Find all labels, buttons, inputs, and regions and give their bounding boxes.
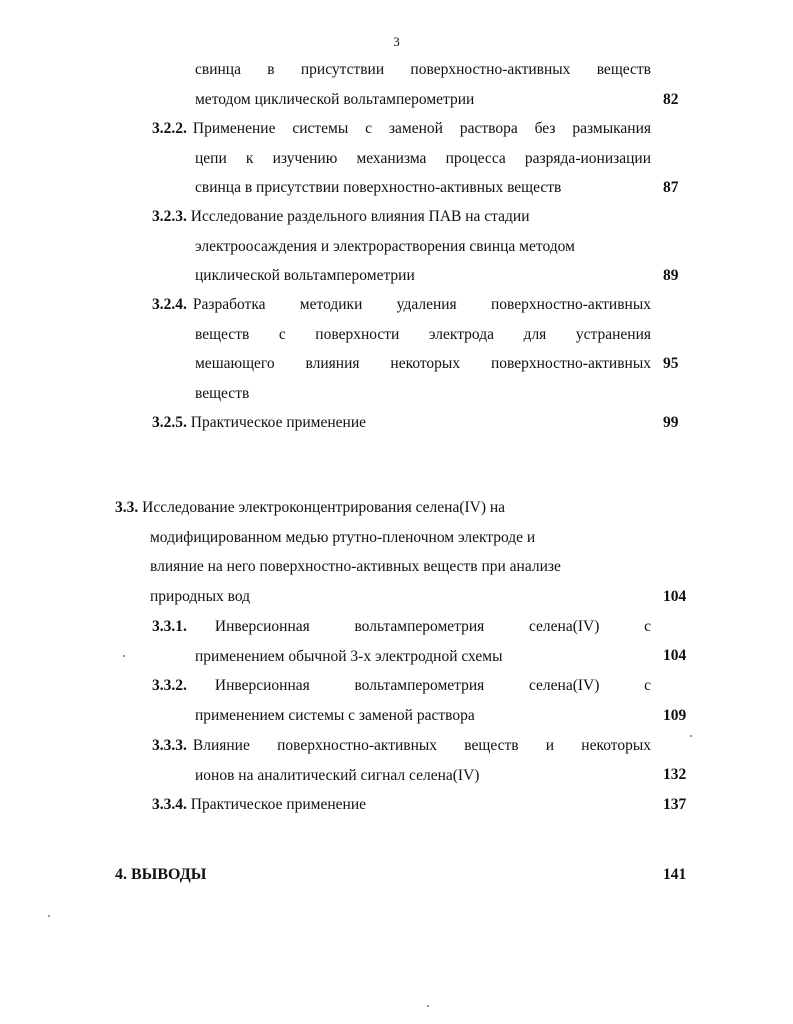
toc-entry-line: электроосаждения и электрорастворения свинца методом: [195, 237, 575, 255]
toc-entry-line: свинца в присутствии поверхностно-активных веществ: [195, 179, 562, 196]
toc-page-number: 99: [663, 414, 679, 431]
toc-entry-line: [152, 114, 651, 144]
toc-entry-line: Влияние поверхностно-активных веществ и некоторых: [192, 737, 651, 754]
toc-page-number: 132: [663, 766, 687, 783]
toc-entry-3-3-1: [152, 612, 651, 671]
scan-speck: [427, 1005, 429, 1007]
toc-entry-line: [115, 493, 635, 523]
toc-entry-line: цепи к изучению механизма процесса разряда-ионизации: [195, 149, 651, 167]
toc-entry-line: Практическое применение: [190, 796, 367, 813]
scan-speck: [48, 915, 50, 917]
toc-entry-number: 3.2.2.: [152, 120, 187, 137]
toc-entry-line: Применение системы с заменой раствора без размыкания: [192, 120, 651, 137]
toc-page-number: 109: [663, 707, 687, 724]
toc-entry-number: 3.2.5.: [152, 414, 187, 431]
toc-page-number: 137: [663, 796, 687, 813]
toc-page-number: 104: [663, 647, 687, 664]
toc-entry-line: Инверсионная вольтамперометрия селена(IV) с: [214, 618, 651, 635]
toc-entry-3-3-3: [152, 731, 651, 790]
toc-entry-3-2-4: [152, 290, 651, 408]
toc-page-number: 82: [663, 91, 679, 108]
toc-entry-number: 3.2.3.: [152, 208, 187, 225]
scan-speck: [690, 735, 692, 737]
toc-entry-line: Исследование электроконцентрирования селена(IV) на: [142, 499, 506, 516]
toc-entry-line: природных вод: [150, 587, 251, 605]
toc-entry-line: [152, 731, 651, 761]
toc-entry-line: [152, 790, 651, 820]
toc-entry-line: Исследование раздельного влияния ПАВ на стадии: [190, 208, 530, 225]
toc-entry-number: 3.3.1.: [152, 618, 187, 635]
toc-entry-line: веществ с поверхности электрода для устранения: [195, 325, 651, 343]
toc-entry-line: модифицированном медью ртутно-пленочном электроде и: [150, 528, 536, 546]
toc-entry-3-3-2: [152, 671, 651, 730]
toc-entry-number: 3.2.4.: [152, 296, 187, 313]
scan-speck: [123, 655, 125, 657]
toc-entry-line: [152, 612, 651, 642]
toc-entry-line: мешающего влияния некоторых поверхностно-активных: [195, 355, 651, 372]
toc-entry-3-2-5: [152, 408, 651, 438]
toc-entry-line: [152, 408, 651, 438]
toc-entry-line: [152, 202, 651, 232]
page-number: 3: [393, 34, 400, 49]
toc-entry-3-2-2: [152, 114, 651, 203]
toc-page-number: 89: [663, 267, 679, 284]
toc-entry-line: применением обычной 3-х электродной схемы: [195, 647, 503, 665]
toc-entry-number: 3.3.3.: [152, 737, 187, 754]
toc-page-number: 95: [663, 355, 679, 372]
toc-entry-line: [152, 290, 651, 320]
toc-entry-number: 3.3.2.: [152, 677, 187, 694]
toc-entry-line: циклической вольтамперометрии: [195, 267, 415, 284]
toc-heading-conclusions: 4. ВЫВОДЫ: [115, 866, 207, 883]
toc-entry-line: влияние на него поверхностно-активных веществ при анализе: [150, 558, 561, 575]
toc-entry-line: [152, 671, 651, 701]
toc-entry-line: веществ: [195, 384, 250, 402]
toc-entry-3-3-4: [152, 790, 651, 820]
toc-page-number: 141: [663, 866, 687, 883]
toc-entry-line: методом циклической вольтамперометрии: [195, 90, 475, 108]
toc-entry-line: ионов на аналитический сигнал селена(IV): [195, 766, 480, 784]
toc-entry-3-2-1-cont: [195, 55, 651, 114]
toc-entry-number: 3.3.4.: [152, 796, 187, 813]
toc-entry-number: 3.3.: [115, 499, 139, 516]
toc-entry-line: Разработка методики удаления поверхностно-активных: [192, 296, 651, 313]
toc-entry-3-2-3: [152, 202, 651, 291]
toc-entry-line: Инверсионная вольтамперометрия селена(IV) с: [214, 677, 651, 694]
toc-entry-line: Практическое применение: [190, 414, 367, 431]
toc-page-number: 87: [663, 179, 679, 196]
toc-entry-3-3: [115, 493, 635, 611]
toc-page-number: 104: [663, 588, 687, 605]
toc-entry-line: применением системы с заменой раствора: [195, 706, 475, 724]
toc-entry-line: свинца в присутствии поверхностно-активных веществ: [195, 61, 651, 78]
